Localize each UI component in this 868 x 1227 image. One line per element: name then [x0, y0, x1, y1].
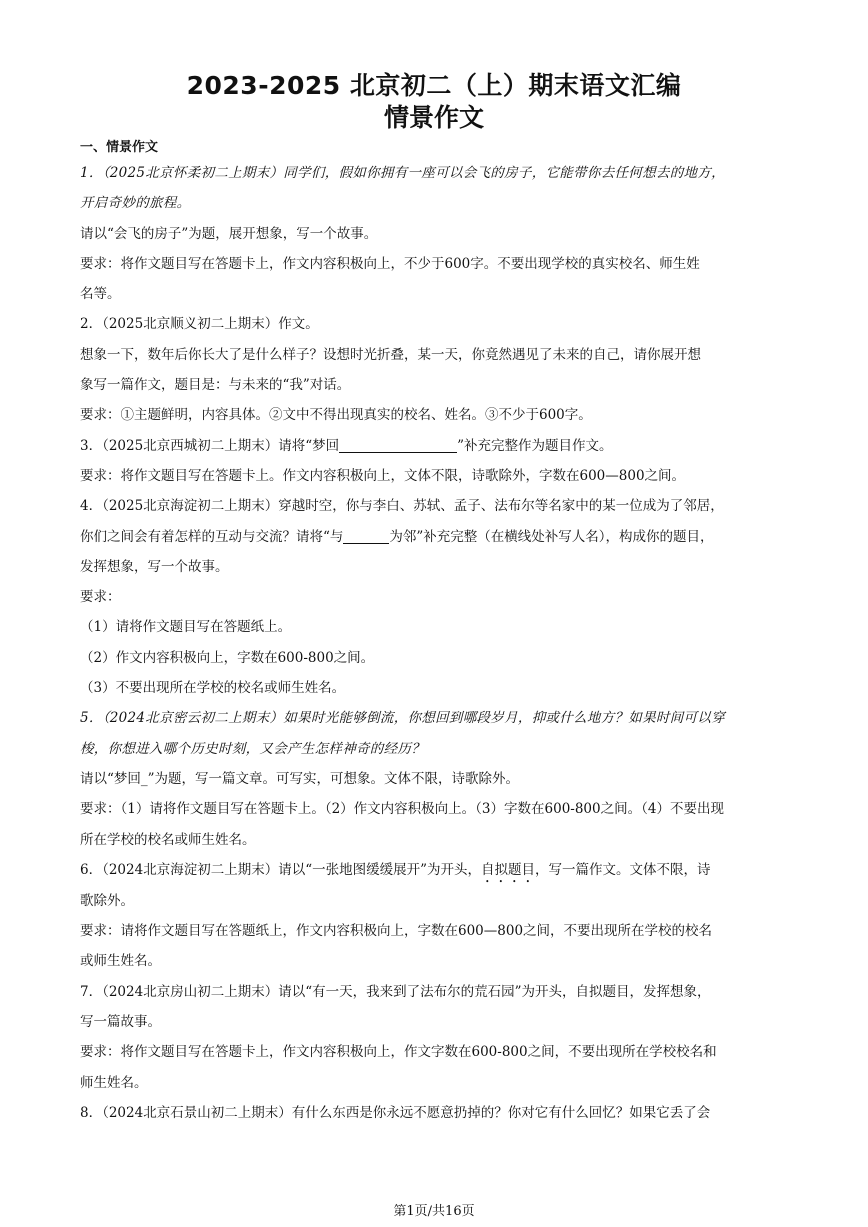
section-heading: 一、情景作文 — [80, 140, 159, 155]
page-footer: 第1页/共16页 — [393, 1204, 475, 1219]
question-4-line-7: （3）不要出现所在学校的校名或师生姓名。 — [80, 680, 346, 697]
question-1 — [80, 158, 788, 309]
question-6-line-2: 歌除外。 — [80, 892, 134, 909]
question-1-line-2: 开启奇妙的旅程。 — [80, 195, 191, 212]
question-1-line-5: 名等。 — [80, 286, 121, 303]
question-2-line-3: 象写一篇作文，题目是：与未来的“我”对话。 — [80, 377, 351, 394]
question-5-line-4: 要求：（1）请将作文题目写在答题卡上。（2）作文内容积极向上。（3）字数在600-800之间。（4）不要出现 — [80, 801, 724, 818]
answer-blank — [339, 438, 457, 453]
question-4-line-6: （2）作文内容积极向上，字数在600-800之间。 — [80, 649, 375, 666]
question-7-line-3: 要求：将作文题目写在答题卡上，作文内容积极向上，作文字数在600-800之间，不要出现所在学校校名和 — [80, 1044, 717, 1061]
question-3-line-1 — [80, 431, 788, 461]
emphasized-text: 自拟题目 — [481, 861, 535, 878]
question-5-line-2: 梭，你想进入哪个历史时刻，又会产生怎样神奇的经历？ — [80, 740, 425, 757]
question-1-line-1: 1．（2025北京怀柔初二上期末）同学们，假如你拥有一座可以会飞的房子，它能带你去任何想去的地方， — [80, 165, 725, 181]
question-6-line-3: 要求：请将作文题目写在答题纸上，作文内容积极向上，字数在600—800之间，不要出现所在学校的校名 — [80, 923, 713, 940]
question-4-line-5: （1）请将作文题目写在答题纸上。 — [80, 619, 292, 636]
question-3-line-2: 要求：将作文题目写在答题卡上。作文内容积极向上，文体不限，诗歌除外，字数在600—800之间。 — [80, 467, 686, 484]
question-3-line-1-end: ”补充完整作为题目作文。 — [457, 437, 613, 454]
question-7-line-1: 7．（2024北京房山初二上期末）请以“有一天，我来到了法布尔的荒石园”为开头，自拟题目，发挥想象， — [80, 983, 711, 1000]
question-2-line-4: 要求：①主题鲜明，内容具体。②文中不得出现真实的校名、姓名。③不少于600字。 — [80, 407, 592, 424]
question-5 — [80, 703, 788, 854]
question-2 — [80, 309, 788, 430]
question-4-line-2 — [80, 522, 788, 552]
answer-blank — [343, 529, 389, 544]
question-7 — [80, 977, 788, 1098]
document-subtitle: 情景作文 — [383, 103, 484, 132]
question-4-line-2-end: 为邻”补充完整（在横线处补写人名），构成你的题目， — [389, 528, 714, 545]
question-4-line-4: 要求： — [80, 589, 121, 606]
question-5-line-5: 所在学校的校名或师生姓名。 — [80, 831, 256, 848]
question-8-line-1: 8．（2024北京石景山初二上期末）有什么东西是你永远不愿意扔掉的？你对它有什么回忆？如果它丢了会 — [80, 1104, 711, 1121]
question-6-line-1-end: ，写一篇作文。文体不限，诗 — [535, 861, 711, 878]
question-3 — [80, 431, 788, 492]
question-5-line-1: 5．（2024北京密云初二上期末）如果时光能够倒流，你想回到哪段岁月，抑或什么地方？如果时间可以穿 — [80, 710, 725, 727]
question-8 — [80, 1098, 788, 1128]
question-1-line-4: 要求：将作文题目写在答题卡上，作文内容积极向上，不少于600字。不要出现学校的真实校名、师生姓 — [80, 255, 700, 272]
document-title: 2023-2025 北京初二（上）期末语文汇编 — [186, 71, 682, 100]
question-2-line-2: 想象一下，数年后你长大了是什么样子？设想时光折叠，某一天，你竟然遇见了未来的自己，请你展开想 — [80, 346, 701, 363]
question-2-line-1: 2．（2025北京顺义初二上期末）作文。 — [80, 316, 319, 333]
question-6-line-1-start: 6．（2024北京海淀初二上期末）请以“一张地图缓缓展开”为开头， — [80, 861, 481, 878]
question-7-line-2: 写一篇故事。 — [80, 1014, 161, 1031]
question-6-line-1 — [80, 855, 788, 886]
question-7-line-4: 师生姓名。 — [80, 1074, 148, 1091]
question-4 — [80, 491, 788, 703]
question-6 — [80, 855, 788, 977]
question-4-line-3: 发挥想象，写一个故事。 — [80, 558, 229, 575]
question-4-line-2-start: 你们之间会有着怎样的互动与交流？请将“与 — [80, 528, 344, 545]
question-4-line-1: 4．（2025北京海淀初二上期末）穿越时空，你与李白、苏轼、孟子、法布尔等名家中的某一位成为了邻居， — [80, 498, 724, 515]
question-3-line-1-start: 3．（2025北京西城初二上期末）请将“梦回 — [80, 437, 340, 454]
question-1-line-3: 请以“会飞的房子”为题，展开想象，写一个故事。 — [80, 225, 378, 242]
question-5-line-3: 请以“梦回_”为题，写一篇文章。可写实，可想象。文体不限，诗歌除外。 — [80, 770, 520, 787]
question-6-line-4: 或师生姓名。 — [80, 953, 161, 970]
